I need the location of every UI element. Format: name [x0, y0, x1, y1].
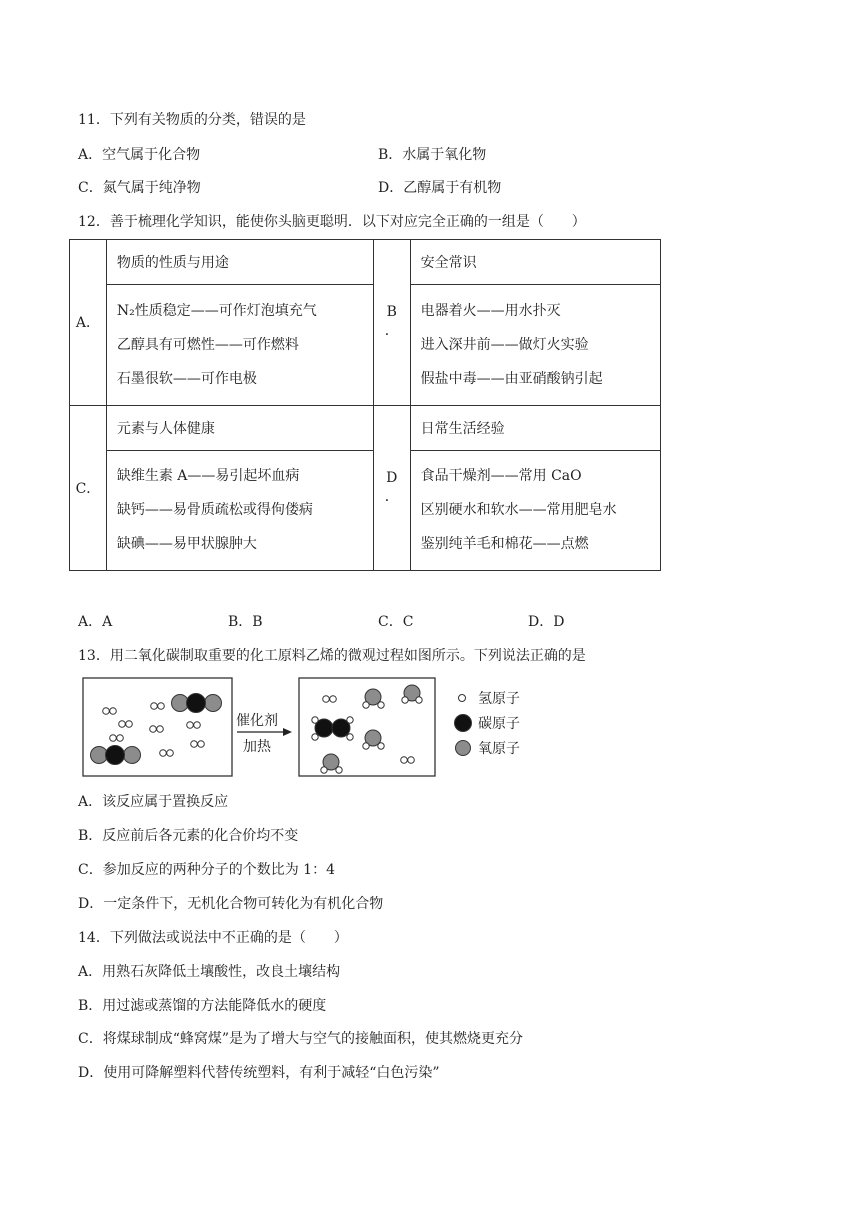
arrow-label-heat: 加热 — [243, 739, 271, 755]
q14-option-a: A．用熟石灰降低土壤酸性，改良土壤结构 — [78, 964, 341, 980]
legend-hydrogen-swatch — [459, 695, 466, 702]
q13-option-a: A．该反应属于置换反应 — [78, 794, 229, 810]
legend-carbon-label: 碳原子 — [478, 716, 520, 732]
q12-label-b-dot: ． — [384, 323, 399, 340]
q12-option-a: A．A — [78, 614, 113, 630]
reaction-diagram — [82, 677, 542, 781]
q12-head-a: 物质的性质与用途 — [106, 240, 373, 285]
arrow-label-catalyst: 催化剂 — [236, 713, 278, 729]
q11-option-b: B．水属于氧化物 — [378, 147, 487, 163]
q11-option-d: D．乙醇属于有机物 — [378, 180, 502, 196]
q12-body-b — [410, 285, 660, 406]
q12-b-line-1: 电器着火——用水扑灭 — [420, 302, 561, 319]
q13-option-c: C．参加反应的两种分子的个数比为 1：4 — [78, 862, 335, 878]
q12-body-d — [410, 450, 660, 571]
q12-option-c: C．C — [378, 614, 414, 630]
q12-body-c — [106, 450, 373, 571]
q12-label-d-dot: ． — [384, 488, 399, 505]
q12-label-b-letter: B — [386, 304, 397, 321]
q14-option-c: C．将煤球制成“蜂窝煤”是为了增大与空气的接触面积，使其燃烧更充分 — [78, 1031, 524, 1047]
q12-c-line-3: 缺碘——易甲状腺肿大 — [116, 536, 257, 553]
q11-option-c: C．氮气属于纯净物 — [78, 180, 201, 196]
q12-label-a: A． — [70, 240, 107, 406]
q12-d-line-1: 食品干燥剂——常用 CaO — [420, 468, 582, 485]
q12-d-line-3: 鉴别纯羊毛和棉花——点燃 — [420, 536, 589, 553]
q12-body-a — [106, 285, 373, 406]
q12-label-b — [373, 240, 410, 406]
q12-label-d — [373, 405, 410, 571]
q13-stem: 13．用二氧化碳制取重要的化工原料乙烯的微观过程如图所示。下列说法正确的是 — [78, 648, 586, 664]
q14-stem: 14．下列做法或说法中不正确的是（ ） — [78, 930, 348, 946]
q12-option-b: B．B — [228, 614, 263, 630]
legend-carbon-swatch — [455, 715, 472, 732]
q11-stem: 11．下列有关物质的分类，错误的是 — [78, 112, 306, 128]
q13-option-d: D．一定条件下，无机化合物可转化为有机化合物 — [78, 896, 384, 912]
product-molecules — [312, 685, 422, 773]
q12-table — [69, 239, 661, 571]
q12-label-c: C． — [70, 405, 107, 571]
q12-a-line-1: N₂性质稳定——可作灯泡填充气 — [116, 302, 317, 319]
q12-head-b: 安全常识 — [410, 240, 660, 285]
q13-option-b: B．反应前后各元素的化合价均不变 — [78, 828, 299, 844]
q11-option-a: A．空气属于化合物 — [78, 147, 201, 163]
q12-b-line-2: 进入深井前——做灯火实验 — [420, 336, 589, 353]
legend-hydrogen-label: 氢原子 — [478, 691, 520, 707]
q12-c-line-2: 缺钙——易骨质疏松或得佝偻病 — [116, 502, 313, 519]
q12-stem: 12．善于梳理化学知识，能使你头脑更聪明．以下对应完全正确的一组是（ ） — [78, 214, 586, 230]
legend-oxygen-label: 氧原子 — [478, 741, 520, 757]
q12-option-d: D．D — [528, 614, 565, 630]
reactant-molecules — [91, 694, 222, 765]
q12-label-d-letter: D — [386, 469, 398, 486]
q14-option-b: B．用过滤或蒸馏的方法能降低水的硬度 — [78, 998, 327, 1014]
q14-option-d: D．使用可降解塑料代替传统塑料，有利于减轻“白色污染” — [78, 1065, 440, 1081]
legend-oxygen-swatch — [456, 741, 471, 756]
q12-head-d: 日常生活经验 — [410, 405, 660, 450]
q12-b-line-3: 假盐中毒——由亚硝酸钠引起 — [420, 370, 603, 387]
q12-a-line-3: 石墨很软——可作电极 — [116, 370, 257, 387]
q12-a-line-2: 乙醇具有可燃性——可作燃料 — [116, 336, 299, 353]
diagram-legend — [455, 691, 521, 757]
q12-c-line-1: 缺维生素 A——易引起坏血病 — [116, 468, 300, 485]
q12-d-line-2: 区别硬水和软水——常用肥皂水 — [420, 502, 617, 519]
q12-head-c: 元素与人体健康 — [106, 405, 373, 450]
reaction-arrow-head — [283, 728, 292, 736]
